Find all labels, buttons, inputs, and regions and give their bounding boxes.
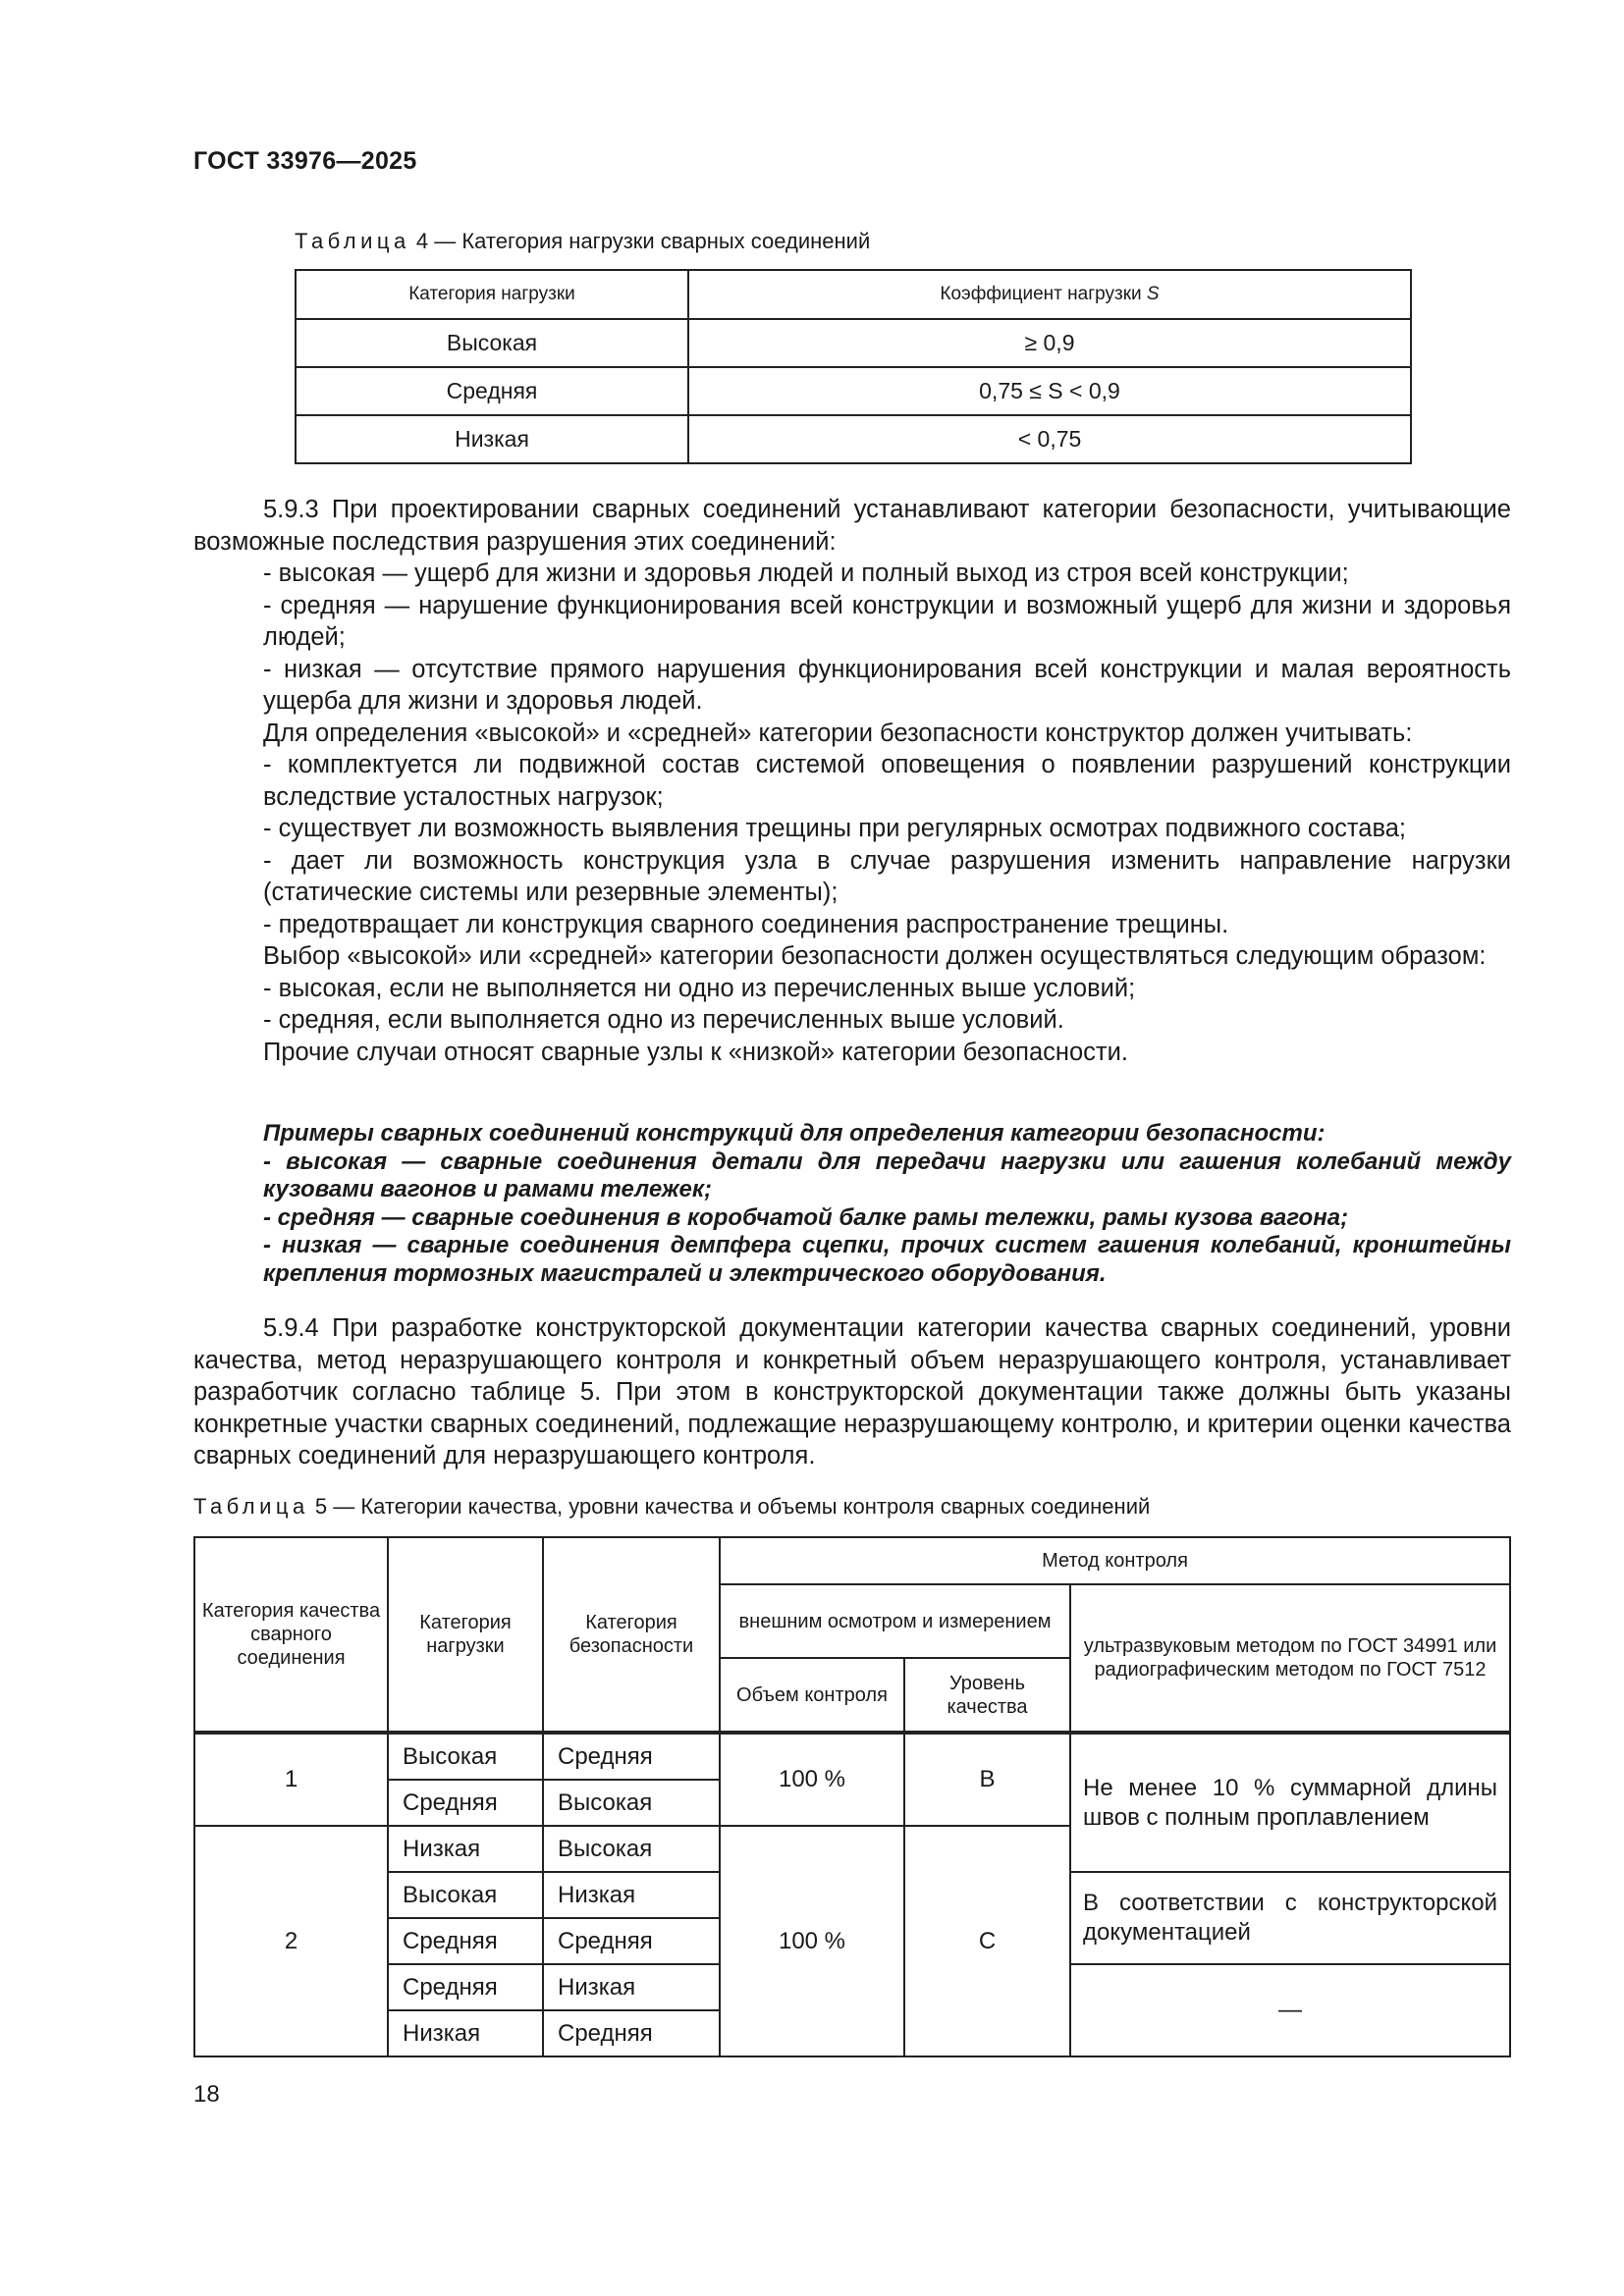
table5-safety-category: Высокая xyxy=(543,1780,720,1826)
table4-header-row xyxy=(296,270,1411,319)
table5-load-category: Средняя xyxy=(388,1918,543,1964)
table-row xyxy=(296,319,1411,367)
table4-header-coef-text: Коэффициент нагрузки xyxy=(940,284,1147,304)
table4-cell-coef: 0,75 ≤ S < 0,9 xyxy=(688,367,1411,415)
list-item: - высокая, если не выполняется ни одно из перечисленных выше условий; xyxy=(263,974,1136,1002)
table4-cell-category: Высокая xyxy=(296,319,688,367)
table5-level: B xyxy=(904,1733,1070,1826)
table5-quality-category: 2 xyxy=(194,1826,388,2056)
table5-safety-category: Низкая xyxy=(543,1964,720,2010)
paragraph: 5.9.4 При разработке конструкторской документации категории качества сварных соединений, уровни качества, метод неразрушающего контроля и конкретный объем неразрушающего контроля, устанавливает разработчик согласно таблице 5. При этом в конструкторской документации также должны быть указаны конкретные участки сварных соединений, подлежащие неразрушающему контролю, и критерии оценки качества сварных соединений для неразрушающего контроля. xyxy=(193,1314,1511,1469)
table5-header-level: Уровень качества xyxy=(904,1658,1070,1733)
list-item: - высокая — сварные соединения детали для передачи нагрузки или гашения колебаний между кузовами вагонов и рамами тележек; xyxy=(263,1148,1511,1202)
table4-cell-category: Низкая xyxy=(296,415,688,463)
table5-safety-category: Низкая xyxy=(543,1872,720,1918)
examples-block xyxy=(193,1120,1511,1288)
table4 xyxy=(295,269,1412,464)
table5-header-method: Метод контроля xyxy=(720,1537,1510,1584)
paragraph: Выбор «высокой» или «средней» категории безопасности должен осуществляться следующим образом: xyxy=(263,942,1487,970)
paragraph: 5.9.3 При проектировании сварных соединений устанавливают категории безопасности, учитывающие возможные последствия разрушения этих соединений: xyxy=(193,496,1511,556)
table4-caption-prefix: Таблица xyxy=(295,229,410,253)
table5-safety-category: Средняя xyxy=(543,2010,720,2056)
table5-header-safety-category: Категория безопасности xyxy=(543,1537,720,1733)
table5-header-row xyxy=(194,1537,1510,1584)
table5-caption xyxy=(193,1494,1150,1520)
table5-load-category: Низкая xyxy=(388,1826,543,1872)
list-item: - средняя — сварные соединения в коробчатой балке рамы тележки, рамы кузова вагона; xyxy=(263,1203,1349,1231)
table5-load-category: Средняя xyxy=(388,1780,543,1826)
page-number: 18 xyxy=(193,2081,220,2108)
list-item: - средняя — нарушение функционирования всей конструкции и возможный ущерб для жизни и здоровья людей; xyxy=(263,591,1511,651)
table-row xyxy=(296,367,1411,415)
table5-caption-text: 5 — Категории качества, уровни качества и объемы контроля сварных соединений xyxy=(308,1494,1151,1519)
table5-caption-prefix: Таблица xyxy=(193,1494,309,1519)
table4-cell-category: Средняя xyxy=(296,367,688,415)
table5-safety-category: Средняя xyxy=(543,1733,720,1780)
table-row xyxy=(296,415,1411,463)
table5-quality-category: 1 xyxy=(194,1733,388,1826)
table5-load-category: Высокая xyxy=(388,1733,543,1780)
table4-header-coef xyxy=(688,270,1411,319)
paragraph: Прочие случаи относят сварные узлы к «низкой» категории безопасности. xyxy=(263,1038,1128,1066)
table4-cell-coef: < 0,75 xyxy=(688,415,1411,463)
table4-header-category: Категория нагрузки xyxy=(296,270,688,319)
list-item: - низкая — сварные соединения демпфера сцепки, прочих систем гашения колебаний, кронштейны крепления тормозных магистралей и электрического оборудования. xyxy=(263,1232,1511,1287)
table5-header-ultrasonic: ультразвуковым методом по ГОСТ 34991 или радиографическим методом по ГОСТ 7512 xyxy=(1070,1584,1510,1733)
list-item: - низкая — отсутствие прямого нарушения функционирования всей конструкции и малая вероятность ущерба для жизни и здоровья людей. xyxy=(263,655,1511,715)
table5 xyxy=(193,1536,1511,2057)
table4-caption-text: 4 — Категория нагрузки сварных соединений xyxy=(409,229,871,253)
list-item: - средняя, если выполняется одно из перечисленных выше условий. xyxy=(263,1006,1064,1034)
section-5-9-4 xyxy=(193,1312,1511,1472)
table5-load-category: Средняя xyxy=(388,1964,543,2010)
table5-ndt: В соответствии с конструкторской документацией xyxy=(1070,1872,1510,1964)
list-item: - высокая — ущерб для жизни и здоровья людей и полный выход из строя всей конструкции; xyxy=(263,560,1349,587)
table-row xyxy=(194,1733,1510,1780)
table5-header-load-category: Категория нагрузки xyxy=(388,1537,543,1733)
list-item: - существует ли возможность выявления трещины при регулярных осмотрах подвижного состава; xyxy=(263,815,1406,842)
table5-ndt: — xyxy=(1070,1964,1510,2056)
table5-safety-category: Высокая xyxy=(543,1826,720,1872)
table5-level: C xyxy=(904,1826,1070,2056)
table4-cell-coef: ≥ 0,9 xyxy=(688,319,1411,367)
section-5-9-3 xyxy=(193,494,1511,1068)
list-item: - предотвращает ли конструкция сварного соединения распространение трещины. xyxy=(263,910,1229,938)
table4-header-coef-var: S xyxy=(1146,284,1160,304)
examples-title: Примеры сварных соединений конструкций для определения категории безопасности: xyxy=(263,1120,1326,1147)
table5-volume: 100 % xyxy=(720,1733,904,1826)
table5-safety-category: Средняя xyxy=(543,1918,720,1964)
table5-load-category: Низкая xyxy=(388,2010,543,2056)
table5-ndt: Не менее 10 % суммарной длины швов с полным проплавлением xyxy=(1070,1733,1510,1872)
list-item: - комплектуется ли подвижной состав системой оповещения о появлении разрушений конструкции вследствие усталостных нагрузок; xyxy=(263,751,1511,811)
table5-volume: 100 % xyxy=(720,1826,904,2056)
table5-header-visual: внешним осмотром и измерением xyxy=(720,1584,1070,1658)
table4-caption xyxy=(295,229,870,254)
document-id: ГОСТ 33976—2025 xyxy=(193,147,417,175)
table5-load-category: Высокая xyxy=(388,1872,543,1918)
paragraph: Для определения «высокой» и «средней» категории безопасности конструктор должен учитывать: xyxy=(263,719,1413,747)
list-item: - дает ли возможность конструкция узла в случае разрушения изменить направление нагрузки (статические системы или резервные элементы); xyxy=(263,846,1511,906)
table5-header-volume: Объем контроля xyxy=(720,1658,904,1733)
table5-header-quality-category: Категория качества сварного соединения xyxy=(194,1537,388,1733)
